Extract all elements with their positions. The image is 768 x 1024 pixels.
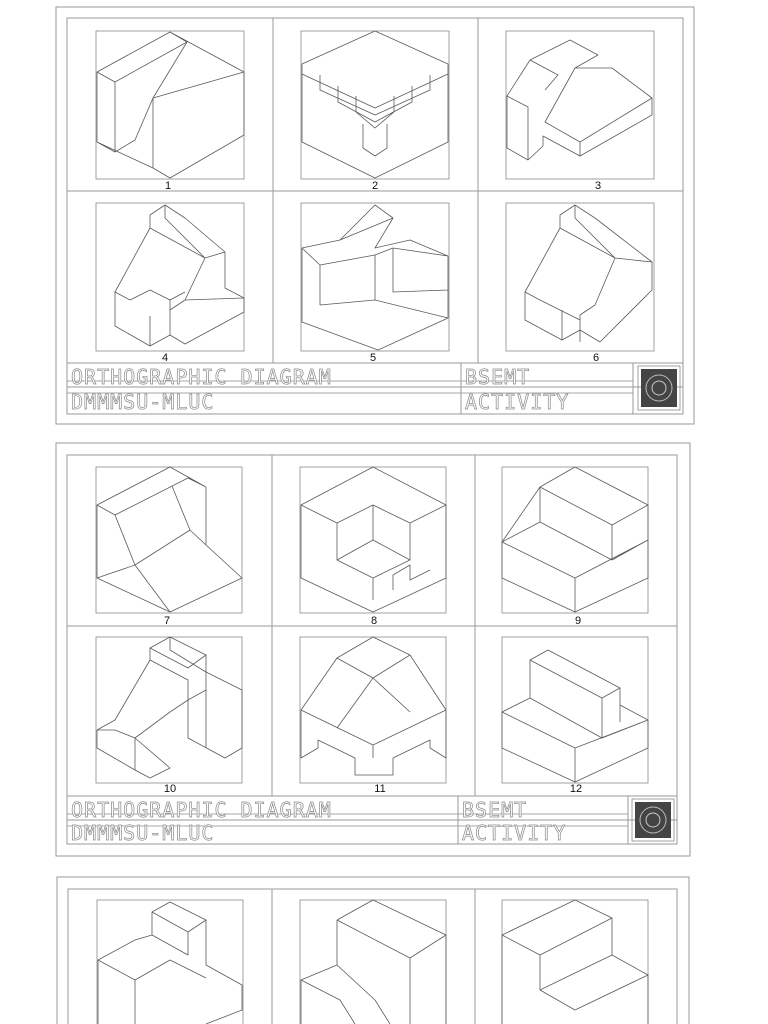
figure-11: [300, 637, 446, 795]
title-text: ORTHOGRAPHIC DIAGRAM: [71, 798, 332, 822]
figure-number: 1: [164, 180, 172, 192]
label-text: ACTIVITY: [462, 821, 567, 845]
label-text: ACTIVITY: [465, 390, 570, 414]
figure-number: 10: [163, 783, 177, 795]
title-block: [67, 796, 677, 845]
figure-number: 6: [592, 352, 600, 364]
figure-15: [502, 900, 648, 1024]
course-text: BSEMT: [462, 798, 528, 822]
figure-number: 12: [569, 783, 583, 795]
title-text: ORTHOGRAPHIC DIAGRAM: [71, 365, 332, 389]
sheet-3: [57, 877, 689, 1024]
figure-4: [96, 203, 244, 364]
school-text: DMMMSU-MLUC: [71, 390, 215, 414]
sheet-2: [56, 443, 690, 856]
sheet-3-border: [57, 877, 689, 1024]
sheet-1: [56, 7, 694, 424]
sheet-2-inner-frame: [67, 455, 677, 844]
school-seal-icon: [641, 369, 677, 407]
figure-12: [502, 637, 648, 795]
figure-6: [506, 203, 654, 364]
figure-number: 2: [371, 180, 379, 192]
figure-number: 4: [161, 352, 169, 364]
figure-5: [301, 203, 449, 364]
figure-number: 3: [594, 180, 602, 192]
figure-3: [506, 31, 654, 192]
figure-number: 8: [370, 615, 378, 627]
school-seal-icon: [635, 802, 671, 838]
figure-2: [301, 31, 449, 192]
figure-13: [97, 900, 243, 1024]
title-block: [67, 363, 683, 414]
figure-14: [300, 900, 446, 1024]
figure-9: [502, 467, 648, 627]
figure-number: 9: [574, 615, 582, 627]
course-text: BSEMT: [465, 365, 531, 389]
figure-1: [96, 31, 244, 192]
figure-7: [96, 467, 242, 627]
figure-number: 11: [374, 783, 386, 795]
figure-10: [96, 637, 242, 795]
figure-number: 7: [163, 615, 171, 627]
figure-8: [300, 467, 446, 627]
sheet-3-inner-frame: [68, 889, 677, 1024]
school-text: DMMMSU-MLUC: [71, 821, 215, 845]
figure-number: 5: [369, 352, 377, 364]
